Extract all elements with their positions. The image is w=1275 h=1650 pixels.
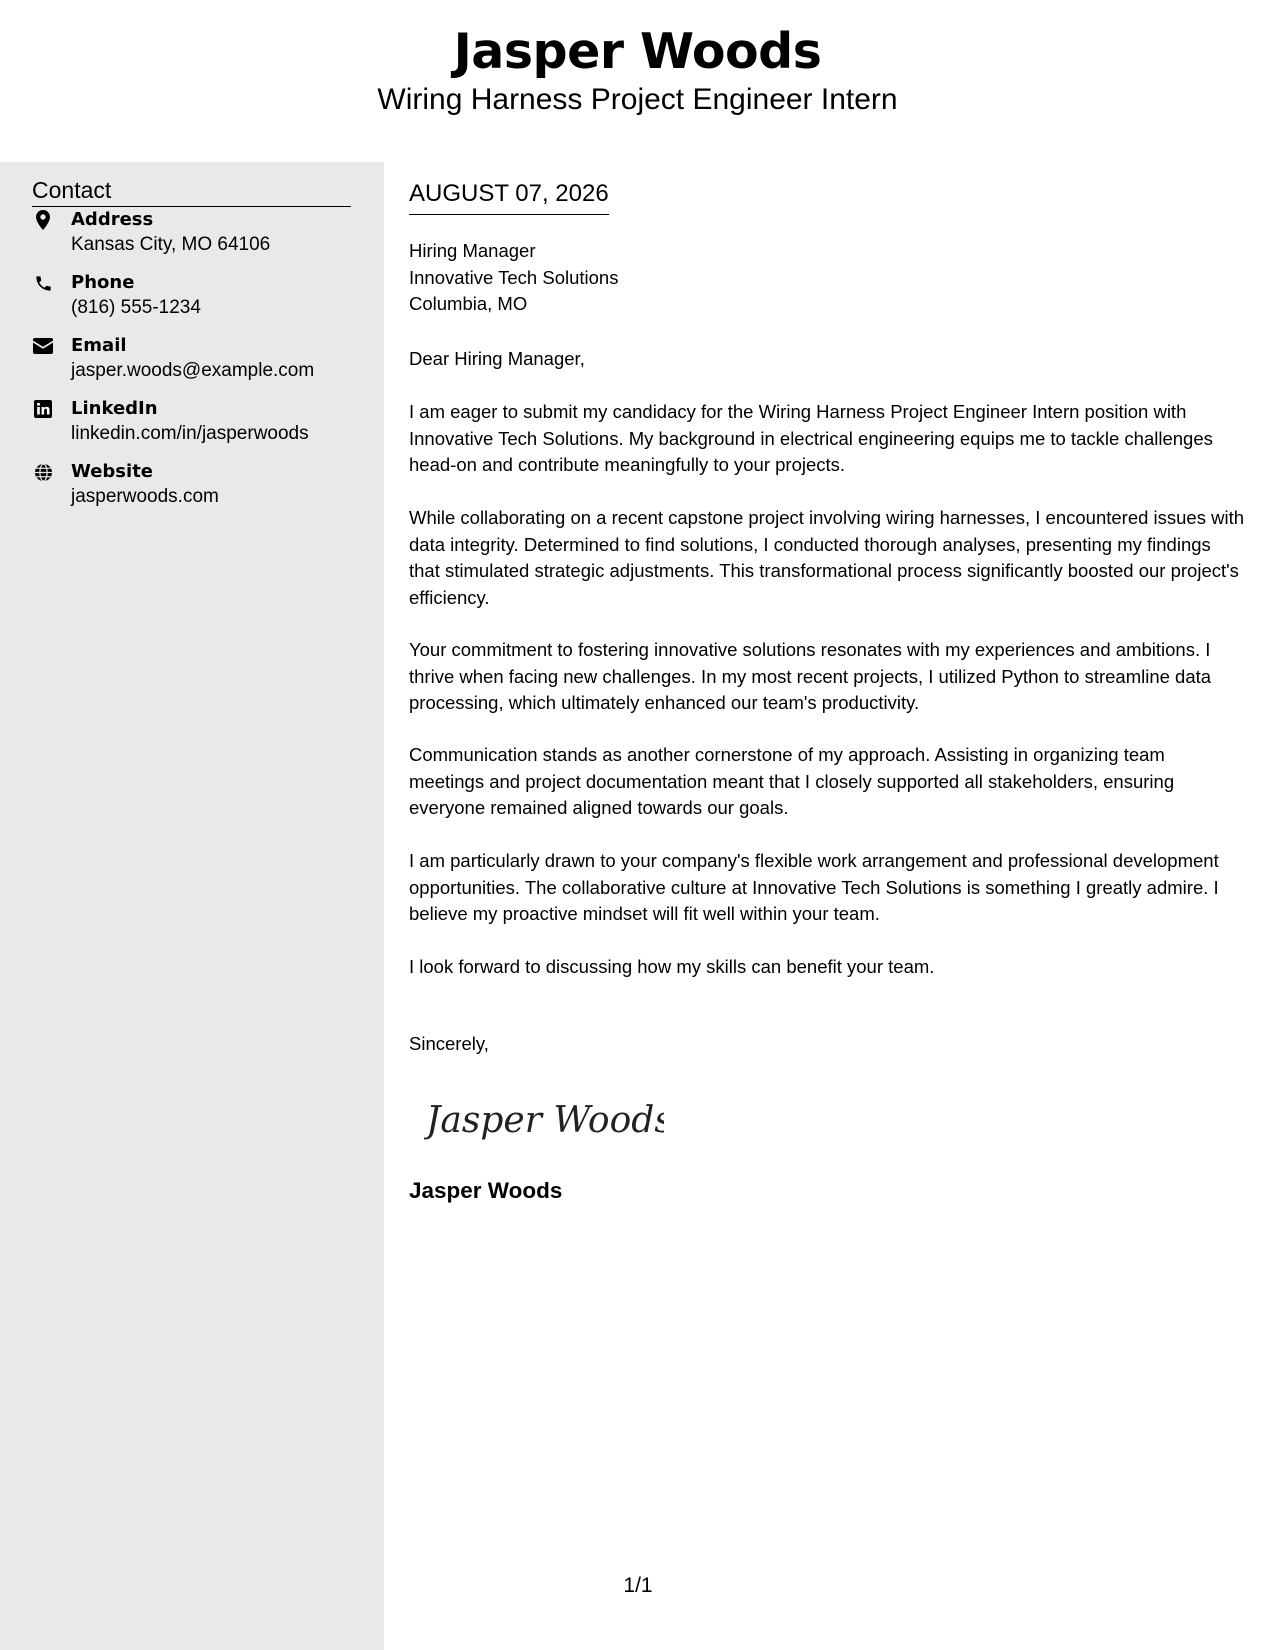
contact-label: Address	[71, 209, 154, 230]
contact-value: jasper.woods@example.com	[71, 360, 315, 381]
body-paragraph: I look forward to discussing how my skills can benefit your team.	[409, 956, 935, 977]
recipient-block	[409, 238, 618, 318]
signed-name: Jasper Woods	[409, 1178, 563, 1203]
body-paragraph: I am particularly drawn to your company's flexible work arrangement and professional development opportunities. The collaborative culture at Innovative Tech Solutions is something I greatly admire. I believe my proactive mindset will fit well within your team.	[409, 850, 1219, 924]
map-pin-icon	[32, 209, 54, 231]
contact-value: Kansas City, MO 64106	[71, 234, 271, 255]
contact-heading: Contact	[32, 175, 351, 207]
letter-header	[0, 0, 1275, 162]
body-paragraph: I am eager to submit my candidacy for the Wiring Harness Project Engineer Intern position with Innovative Tech Solutions. My background in electrical engineering equips me to tackle challenges head-on and contribute meaningfully to your projects.	[409, 401, 1213, 475]
handwritten-signature	[424, 1087, 664, 1152]
contact-label: Email	[71, 335, 127, 356]
contact-value: jasperwoods.com	[71, 486, 219, 507]
linkedin-icon	[32, 398, 54, 420]
recipient-line: Columbia, MO	[409, 293, 528, 314]
page-number: 1/1	[623, 1574, 653, 1597]
applicant-name: Jasper Woods	[453, 23, 822, 80]
applicant-job-title: Wiring Harness Project Engineer Intern	[377, 83, 898, 116]
body-paragraph: While collaborating on a recent capstone project involving wiring harnesses, I encountered issues with data integrity. Determined to find solutions, I conducted thorough analyses, presenting my findings that stimulated strategic adjustments. This transformational process significantly boosted our project's efficiency.	[409, 507, 1245, 608]
phone-icon	[32, 272, 54, 294]
body-paragraph: Your commitment to fostering innovative solutions resonates with my experiences and ambitions. I thrive when facing new challenges. In my most recent projects, I utilized Python to streamline data processing, which ultimately enhanced our team's productivity.	[409, 639, 1212, 713]
contact-sidebar	[0, 162, 384, 1650]
salutation: Dear Hiring Manager,	[409, 348, 585, 369]
signature-text: Jasper Woods	[426, 1100, 664, 1141]
recipient-line: Innovative Tech Solutions	[409, 266, 619, 288]
contact-label: Website	[71, 461, 154, 482]
contact-label: LinkedIn	[71, 398, 158, 419]
globe-icon	[32, 461, 54, 483]
contact-label: Phone	[71, 272, 135, 293]
envelope-icon	[32, 335, 54, 357]
body-paragraph: Communication stands as another cornerstone of my approach. Assisting in organizing team meetings and project documentation meant that I closely supported all stakeholders, ensuring everyone remained aligned towards our goals.	[409, 744, 1175, 818]
contact-value: linkedin.com/in/jasperwoods	[71, 423, 309, 444]
letter-date: AUGUST 07, 2026	[409, 178, 609, 215]
closing: Sincerely,	[409, 1033, 489, 1054]
recipient-line: Hiring Manager	[409, 240, 536, 261]
contact-value: (816) 555-1234	[71, 297, 201, 318]
